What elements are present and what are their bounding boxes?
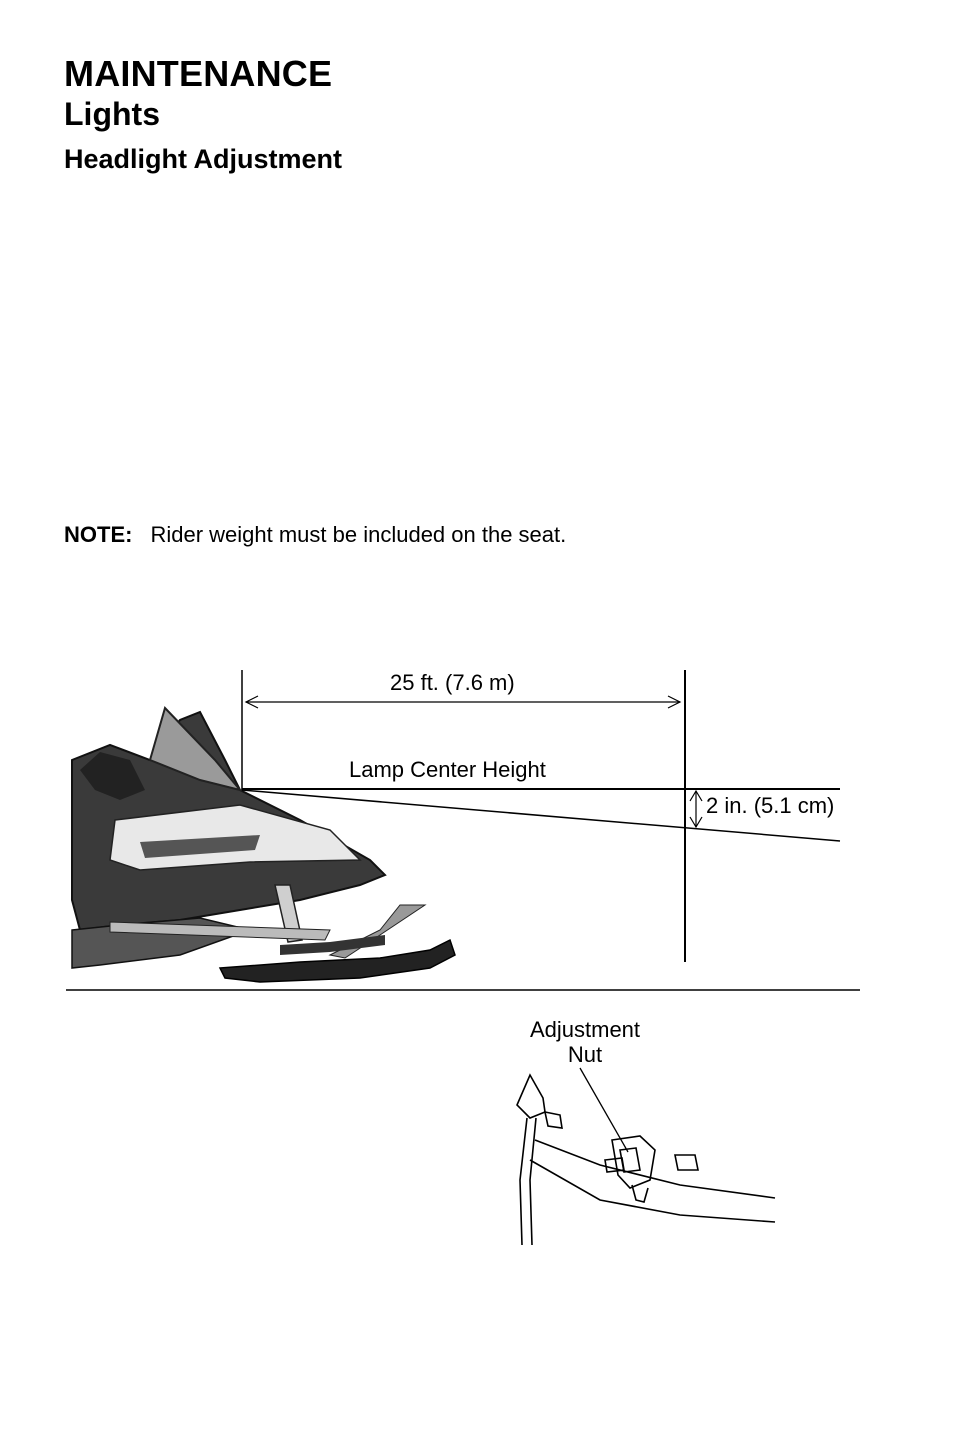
distance-label: 25 ft. (7.6 m) [390,670,515,695]
lamp-center-label: Lamp Center Height [349,757,546,782]
section-title: MAINTENANCE [64,53,333,94]
nut-label-line1: Adjustment [529,1017,641,1042]
note-label: NOTE: [64,522,133,547]
nut-leader-line [580,1068,628,1152]
nut-label-line2: Nut [567,1042,603,1067]
subsection-title: Lights [64,96,160,132]
headlight-housing-illustration [517,1075,775,1245]
note-text: Rider weight must be included on the seat. [150,522,567,547]
snowmobile-illustration [72,708,455,982]
drop-label: 2 in. (5.1 cm) [706,793,835,818]
topic-title: Headlight Adjustment [64,144,343,174]
